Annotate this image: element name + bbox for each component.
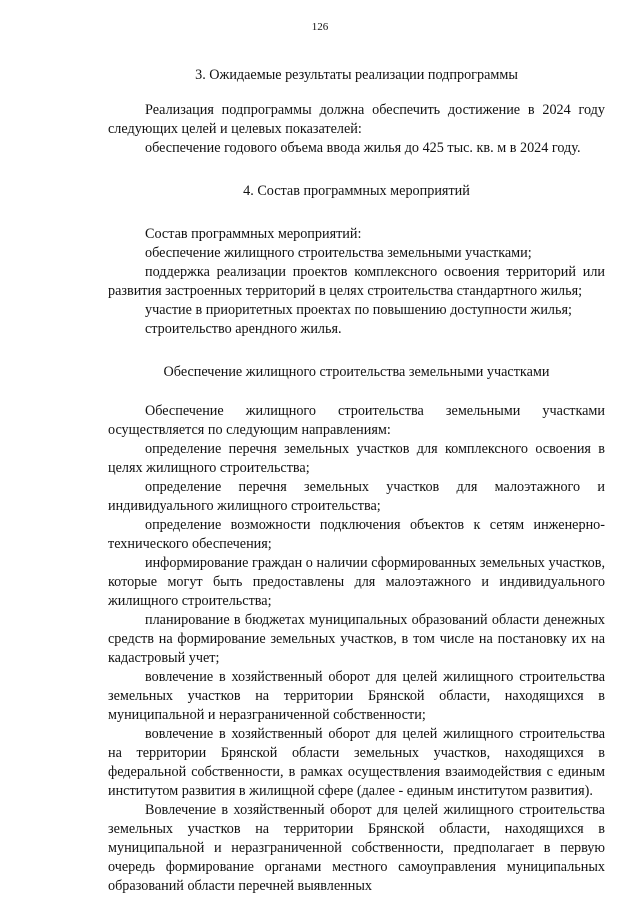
paragraph: Вовлечение в хозяйственный оборот для целей жилищного строительства земельных участков на территории Брянской области, находящихся в муниципальной и неразграниченной собственности, предполагает в первую очередь формирование органами местного самоуправления муниципальных образований области перечней выявленных — [108, 802, 605, 894]
paragraph: Обеспечение жилищного строительства земельными участками осуществляется по следующим направлениям: — [108, 403, 605, 438]
paragraph: планирование в бюджетах муниципальных образований области денежных средств на формирование земельных участков, в том числе на постановку их на кадастровый учет; — [108, 612, 605, 666]
section-4-heading: 4. Состав программных мероприятий — [243, 183, 470, 199]
subsection-heading: Обеспечение жилищного строительства земельными участками — [163, 364, 550, 380]
paragraph: вовлечение в хозяйственный оборот для целей жилищного строительства земельных участков на территории Брянской области, находящихся в муниципальной и неразграниченной собственности; — [108, 669, 605, 723]
paragraph: обеспечение жилищного строительства земельными участками; — [145, 245, 532, 261]
paragraph: строительство арендного жилья. — [145, 321, 342, 337]
paragraph: информирование граждан о наличии сформированных земельных участков, которые могут быть предоставлены для малоэтажного и индивидуального жилищного строительства; — [108, 555, 605, 609]
paragraph: определение перечня земельных участков для комплексного освоения в целях жилищного строительства; — [108, 441, 605, 476]
paragraph: поддержка реализации проектов комплексного освоения территорий или развития застроенных территорий в целях строительства стандартного жилья; — [108, 264, 605, 299]
document-body — [108, 66, 605, 896]
paragraph: определение возможности подключения объектов к сетям инженерно-технического обеспечения; — [108, 517, 605, 552]
paragraph: определение перечня земельных участков для малоэтажного и индивидуального жилищного строительства; — [108, 479, 605, 514]
page-number: 126 — [311, 21, 329, 33]
paragraph: Состав программных мероприятий: — [145, 226, 362, 242]
paragraph: вовлечение в хозяйственный оборот для целей жилищного строительства на территории Брянской области земельных участков, находящихся в федеральной собственности, в рамках осуществления взаимодействия с единым институтом развития в жилищной сфере (далее - единым институтом развития). — [108, 726, 605, 799]
section-3-heading: 3. Ожидаемые результаты реализации подпрограммы — [195, 67, 518, 83]
paragraph: Реализация подпрограммы должна обеспечить достижение в 2024 году следующих целей и целевых показателей: — [108, 102, 605, 137]
paragraph: обеспечение годового объема ввода жилья до 425 тыс. кв. м в 2024 году. — [145, 140, 581, 156]
paragraph: участие в приоритетных проектах по повышению доступности жилья; — [145, 302, 572, 318]
